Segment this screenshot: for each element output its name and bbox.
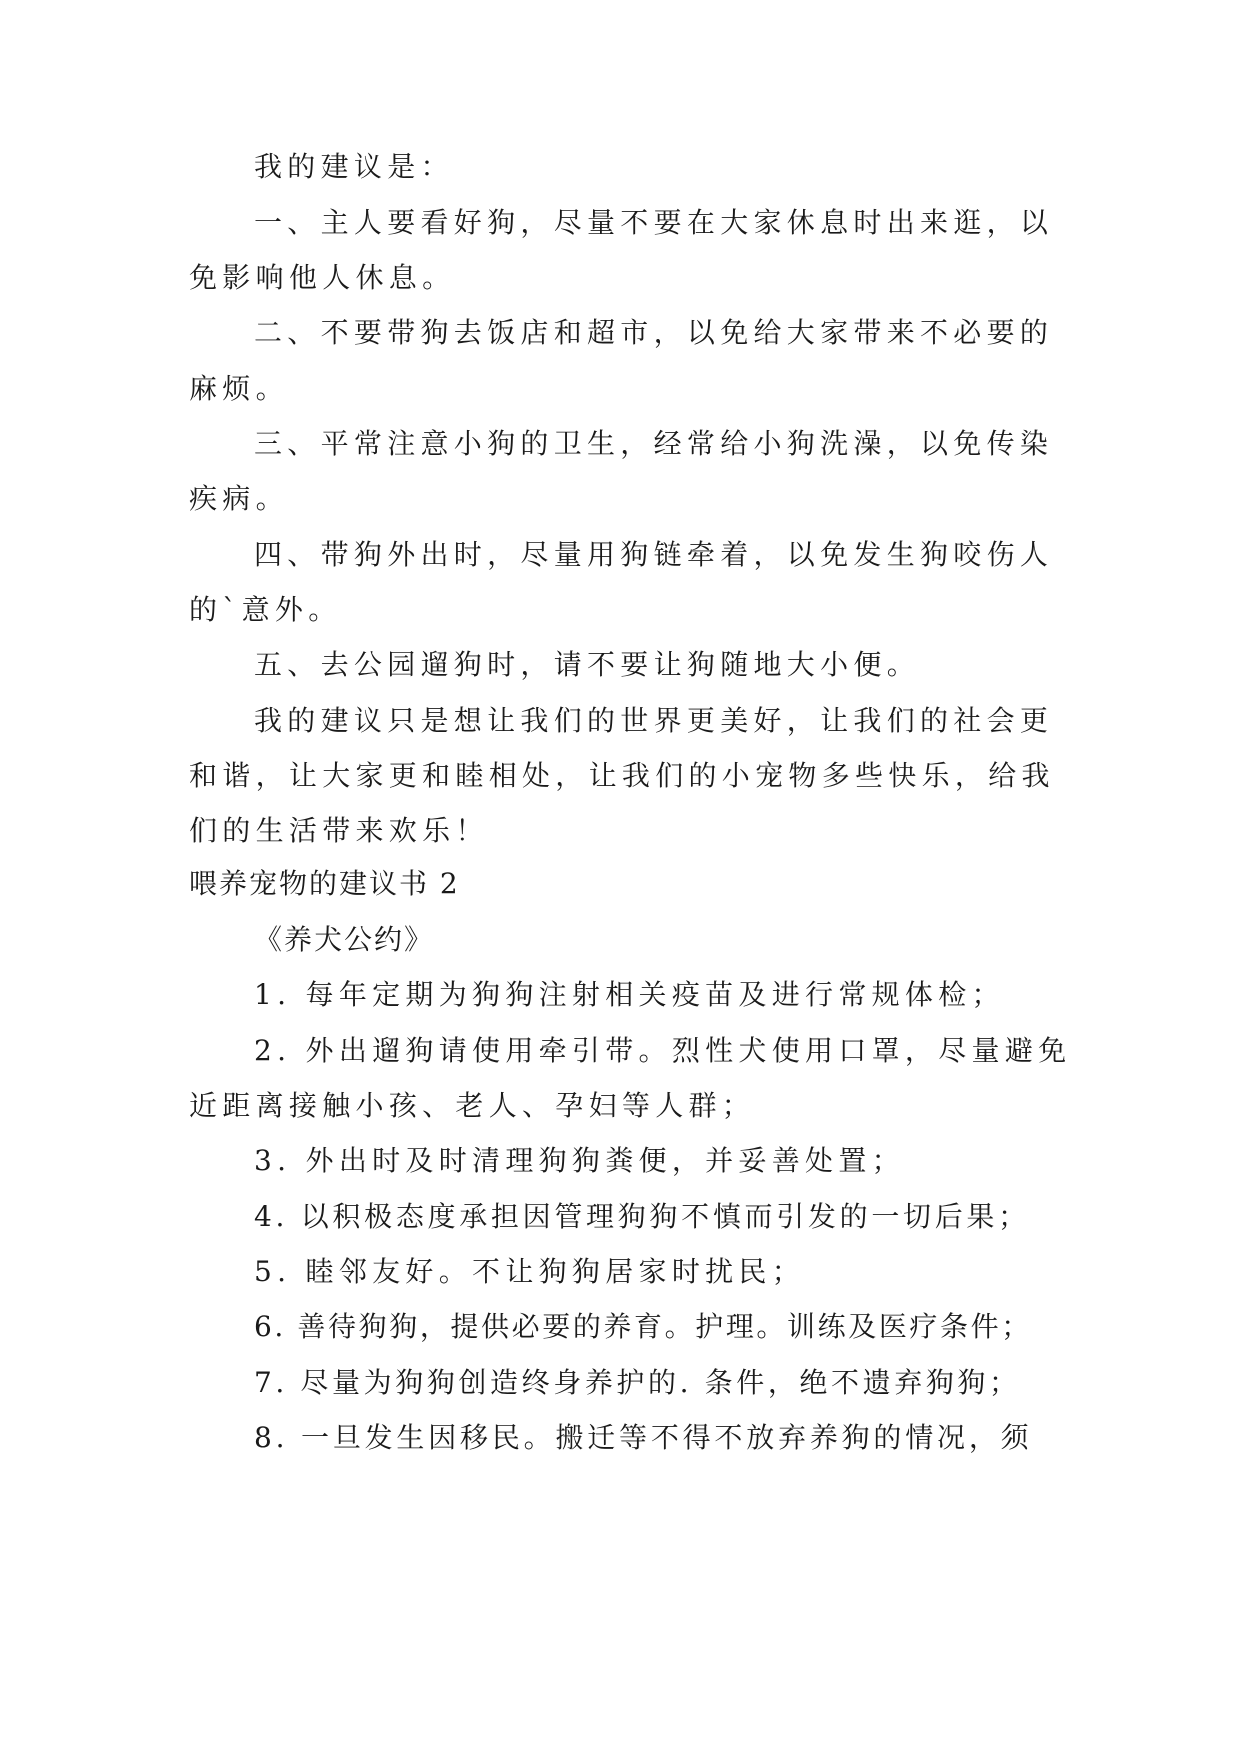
list-item: 7. 尽量为狗狗创造终身养护的. 条件，绝不遗弃狗狗； — [254, 1366, 1021, 1399]
paragraph-line: 我的建议只是想让我们的世界更美好，让我们的社会更 — [254, 704, 1054, 737]
paragraph-line: 的`意外。 — [189, 593, 342, 626]
list-item: 2. 外出遛狗请使用牵引带。烈性犬使用口罩，尽量避免 — [254, 1034, 1072, 1067]
list-item-continuation: 近距离接触小孩、老人、孕妇等人群； — [189, 1089, 756, 1122]
paragraph-line: 四、带狗外出时，尽量用狗链牵着，以免发生狗咬伤人 — [254, 538, 1054, 571]
paragraph-line: 五、去公园遛狗时，请不要让狗随地大小便。 — [254, 648, 921, 681]
paragraph-line: 疾病。 — [189, 482, 289, 515]
section-heading: 喂养宠物的建议书 2 — [189, 867, 460, 900]
list-item: 5. 睦邻友好。不让狗狗居家时扰民； — [254, 1255, 806, 1288]
paragraph-line: 一、主人要看好狗，尽量不要在大家休息时出来逛，以 — [254, 206, 1054, 239]
convention-title: 《养犬公约》 — [254, 923, 435, 956]
paragraph-line: 三、平常注意小狗的卫生，经常给小狗洗澡，以免传染 — [254, 427, 1054, 460]
list-item: 4. 以积极态度承担因管理狗狗不慎而引发的一切后果； — [254, 1200, 1030, 1233]
list-item: 1. 每年定期为狗狗注射相关疫苗及进行常规体检； — [254, 978, 1005, 1011]
paragraph-line: 我的建议是： — [254, 150, 454, 183]
paragraph-line: 二、不要带狗去饭店和超市，以免给大家带来不必要的 — [254, 316, 1054, 349]
list-item: 8. 一旦发生因移民。搬迁等不得不放弃养狗的情况，须 — [254, 1421, 1033, 1454]
paragraph-line: 免影响他人休息。 — [189, 261, 456, 294]
paragraph-line: 们的生活带来欢乐！ — [189, 814, 489, 847]
paragraph-line: 麻烦。 — [189, 372, 289, 405]
list-item: 6. 善待狗狗，提供必要的养育。护理。训练及医疗条件； — [254, 1310, 1032, 1343]
list-item: 3. 外出时及时清理狗狗粪便，并妥善处置； — [254, 1144, 905, 1177]
paragraph-line: 和谐，让大家更和睦相处，让我们的小宠物多些快乐，给我 — [189, 759, 1055, 792]
